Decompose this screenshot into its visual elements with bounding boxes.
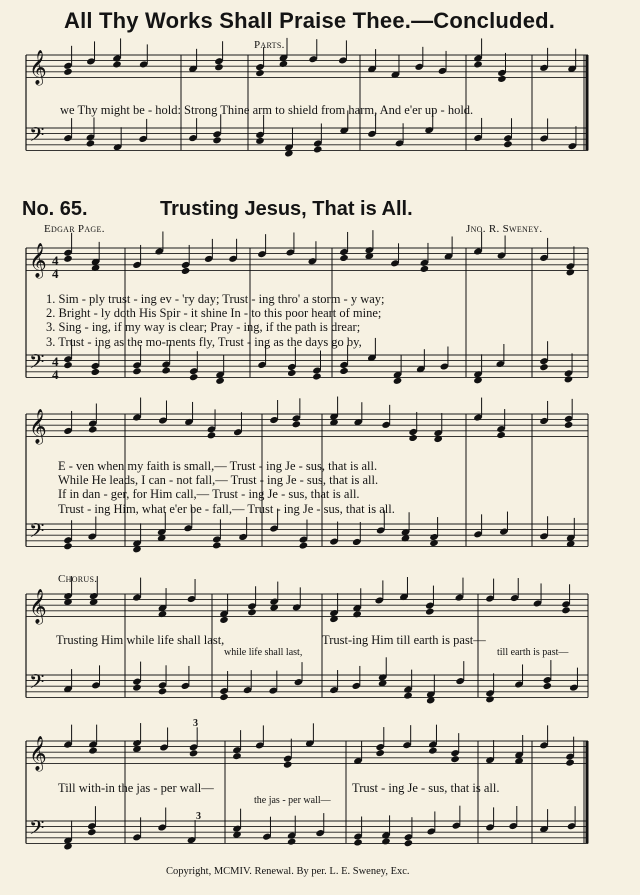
note-head — [87, 828, 97, 836]
chorus-bass-echo-2: the jas - per wall— — [254, 795, 331, 806]
note-head — [161, 366, 171, 374]
note-head — [88, 425, 98, 433]
note-head — [132, 684, 142, 692]
note-head — [219, 616, 229, 624]
treble-clef-icon: 𝄞 — [29, 50, 47, 85]
bass-clef-icon: 𝄢 — [29, 816, 45, 844]
verse-4-line-1: 3. Trust - ing as the mo-ments fly, Trust - ing as the days go by, — [46, 334, 362, 349]
note-head — [112, 60, 122, 68]
note-head — [63, 542, 73, 550]
bass-clef-icon: 𝄢 — [29, 123, 45, 151]
note-head — [539, 363, 549, 371]
note-head — [255, 137, 265, 145]
triplet-mark-bass: 3 — [196, 811, 201, 822]
note-head — [88, 747, 98, 755]
chorus-line-2b: Trust - ing Je - sus, that is all. — [352, 781, 500, 795]
note-head — [404, 839, 414, 847]
note-head — [381, 837, 391, 845]
chorus-line-2a: Till with-in the jas - per wall— — [58, 781, 214, 795]
chorus-bass-echo-1: while life shall last, — [224, 647, 303, 658]
verse-2-line-1: 2. Bright - ly doth His Spir - it shine In - to this poor heart of mine; — [46, 306, 382, 321]
note-head — [215, 377, 225, 385]
note-head — [428, 747, 438, 755]
verse-2-line-2: While He leads, I can - not fall,— Trust - ing Je - sus, that is all. — [58, 473, 379, 488]
note-head — [212, 136, 222, 144]
treble-clef-icon: 𝄞 — [29, 736, 47, 771]
copyright-footer: Copyright, MCMIV. Renewal. By per. L. E. Sweney, Exc. — [166, 866, 410, 877]
parts-label: Parts. — [254, 39, 285, 51]
note-head — [403, 692, 413, 700]
note-head — [352, 610, 362, 618]
section1-lyric: we Thy might be - hold: Strong Thine arm to shield from harm, And e'er up - hold. — [60, 103, 474, 117]
triplet-mark: 3 — [193, 718, 198, 729]
note-head — [158, 687, 168, 695]
time-sig-top-treble: 4 — [52, 253, 59, 268]
note-head — [393, 377, 403, 385]
note-head — [353, 838, 363, 846]
note-head — [207, 431, 217, 439]
final-barline-thick — [586, 55, 589, 150]
page-title: All Thy Works Shall Praise Thee.—Concluded. — [64, 8, 556, 33]
treble-clef-icon: 𝄞 — [29, 589, 47, 624]
note-head — [212, 541, 222, 549]
verse-4-line-2: Trust - ing Him, what e'er be - fall,— Trust - ing Je - sus, that is all. — [58, 501, 395, 516]
note-head — [312, 372, 322, 380]
note-head — [86, 139, 96, 147]
note-head — [543, 682, 553, 690]
note-head — [313, 145, 323, 153]
time-sig-top-bass: 4 — [52, 354, 59, 369]
final-barline-thick — [586, 741, 589, 843]
verse-1-line-1: 1. Sim - ply trust - ing ev - 'ry day; Trust - ing thro' a storm - y way; — [46, 292, 385, 306]
note-head — [564, 421, 574, 429]
time-sig-bottom-treble: 4 — [52, 266, 59, 281]
note-head — [299, 541, 309, 549]
note-head — [292, 420, 302, 428]
note-head — [63, 361, 73, 369]
note-head — [473, 60, 483, 68]
note-head — [287, 369, 297, 377]
note-head — [429, 539, 439, 547]
note-head — [565, 759, 575, 767]
note-head — [496, 431, 506, 439]
verse-3-line-2: If in dan - ger, for Him call,— Trust - ing Je - sus, that is all. — [58, 487, 360, 502]
note-head — [91, 368, 101, 376]
note-head — [63, 68, 73, 76]
hymn-composer: Jno. R. Sweney. — [466, 223, 543, 235]
bass-clef-icon: 𝄢 — [29, 519, 45, 547]
note-head — [425, 607, 435, 615]
note-head — [283, 761, 293, 769]
verse-3-line-1: 3. Sing - ing, if my way is clear; Pray - ing, if the path is drear; — [46, 320, 361, 335]
note-head — [287, 838, 297, 846]
note-head — [214, 63, 224, 71]
hymn-title: Trusting Jesus, That is All. — [160, 198, 413, 220]
chorus-line-1b: Trust-ing Him till earth is past— — [322, 633, 486, 647]
treble-clef-icon: 𝄞 — [29, 243, 47, 278]
note-head — [561, 606, 571, 614]
note-head — [247, 608, 257, 616]
note-head — [132, 367, 142, 375]
time-sig-bottom-bass: 4 — [52, 367, 59, 382]
note-head — [450, 755, 460, 763]
note-head — [497, 75, 507, 83]
treble-clef-icon: 𝄞 — [29, 409, 47, 444]
note-head — [232, 752, 242, 760]
note-head — [566, 268, 576, 276]
hymn-number: No. 65. — [22, 198, 88, 220]
note-head — [181, 267, 191, 275]
chorus-label: Chorus. — [58, 573, 98, 585]
note-head — [503, 140, 513, 148]
chorus-bass-echo-1b: till earth is past— — [497, 647, 569, 658]
note-head — [485, 695, 495, 703]
chorus-line-1: Trusting Him while life shall last, — [56, 633, 225, 647]
note-head — [564, 375, 574, 383]
note-head — [375, 749, 385, 757]
note-head — [219, 693, 229, 701]
note-head — [408, 434, 418, 442]
bass-clef-icon: 𝄢 — [29, 670, 45, 698]
note-head — [339, 254, 349, 262]
hymn-author: Edgar Page. — [44, 223, 105, 235]
note-head — [63, 255, 73, 263]
note-head — [255, 69, 265, 77]
bass-clef-icon: 𝄢 — [29, 350, 45, 378]
verse-1-line-2: E - ven when my faith is small,— Trust - ing Je - sus, that is all. — [58, 459, 378, 473]
note-head — [189, 373, 199, 381]
note-head — [189, 749, 199, 757]
note-head — [339, 367, 349, 375]
note-head — [420, 265, 430, 273]
